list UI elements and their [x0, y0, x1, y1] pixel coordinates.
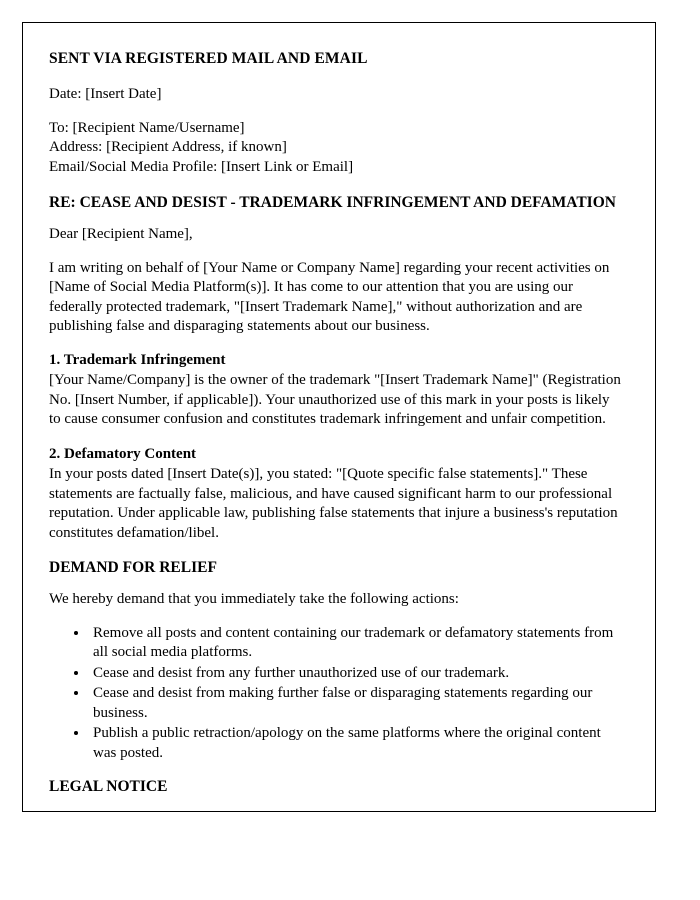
demand-heading: DEMAND FOR RELIEF	[49, 559, 217, 577]
list-item: • Remove all posts and content containing our trademark or defamatory statements from all social media platforms.	[89, 624, 621, 663]
intro-paragraph: I am writing on behalf of [Your Name or Company Name] regarding your recent activities on [Name of Social Media Platform(s)]. It has come to our attention that you are using our federally protected trademark, "[Insert Trademark Name]," without authorization and are publishing false and disparaging statements about our business.	[49, 259, 610, 335]
section-body: In your posts dated [Insert Date(s)], you stated: "[Quote specific false statements]." These statements are factually false, malicious, and have caused significant harm to our professional reputation. Under applicable law, publishing false statements that injure a business's reputation constitutes defamation/libel.	[49, 466, 618, 541]
subject-line: RE: CEASE AND DESIST - TRADEMARK INFRINGEMENT AND DEFAMATION	[49, 194, 616, 212]
list-item: • Cease and desist from making further false or disparaging statements regarding our business.	[89, 684, 621, 723]
legal-notice-heading: LEGAL NOTICE	[49, 778, 168, 796]
recipient-to: To: [Recipient Name/Username]	[49, 119, 245, 136]
recipient-address: Address: [Recipient Address, if known]	[49, 139, 287, 156]
demand-intro: We hereby demand that you immediately take the following actions:	[49, 591, 459, 608]
date-line: Date: [Insert Date]	[49, 86, 162, 103]
section-body: [Your Name/Company] is the owner of the trademark "[Insert Trademark Name]" (Registration No. [Insert Number, if applicable]). Your unauthorized use of this mark in your posts is likely to cause consumer confusion and constitutes trademark infringement and unfair competition.	[49, 372, 621, 428]
delivery-method-header: SENT VIA REGISTERED MAIL AND EMAIL	[49, 50, 368, 67]
section-title: 1. Trademark Infringement	[49, 351, 226, 368]
list-item: • Publish a public retraction/apology on the same platforms where the original content was posted.	[89, 724, 621, 763]
section-trademark-infringement	[49, 351, 621, 430]
demand-list	[49, 624, 621, 764]
section-defamatory-content	[49, 445, 621, 544]
recipient-email: Email/Social Media Profile: [Insert Link or Email]	[49, 158, 354, 175]
recipient-block	[49, 119, 621, 178]
salutation: Dear [Recipient Name],	[49, 226, 193, 243]
list-item: • Cease and desist from any further unauthorized use of our trademark.	[89, 664, 621, 684]
document-frame	[22, 22, 656, 812]
section-title: 2. Defamatory Content	[49, 445, 197, 462]
document-body	[23, 23, 655, 798]
